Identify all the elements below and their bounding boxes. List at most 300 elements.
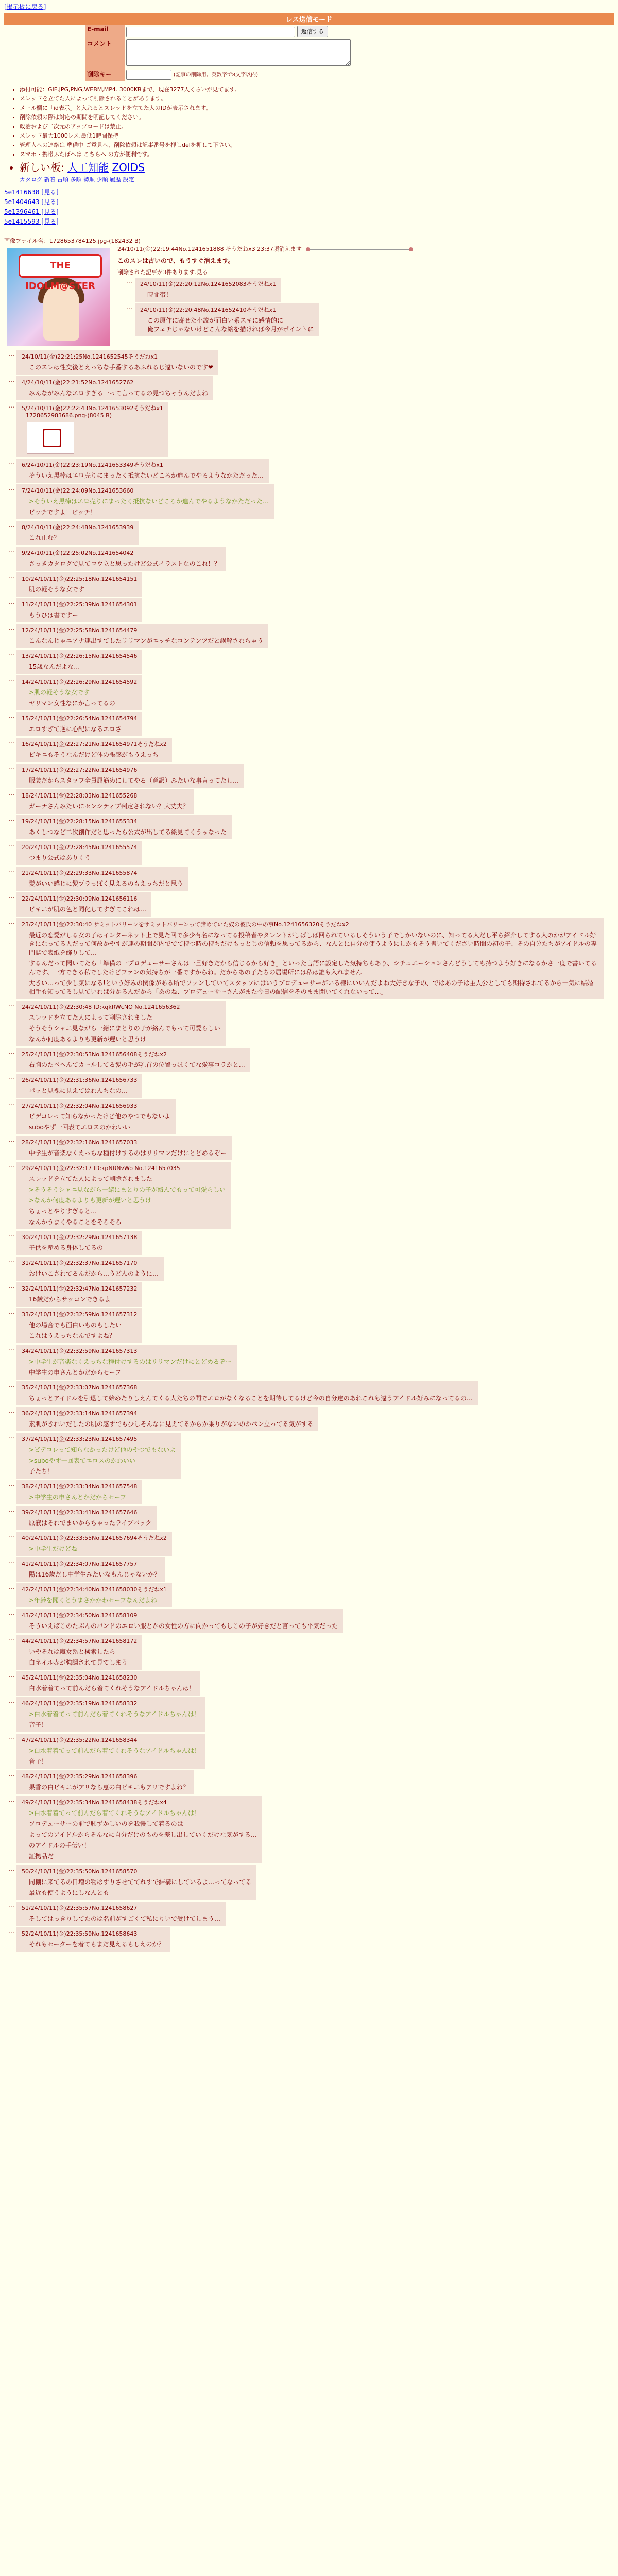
reply-header[interactable]: 38/24/10/11(金)22:33:34No.1241657548	[22, 1483, 138, 1490]
reply-header[interactable]: 52/24/10/11(金)22:35:59No.1241658643	[22, 1930, 138, 1937]
reply-marker: …	[8, 484, 14, 492]
reply-quote: >ビデコレって知らなかったけど他のやつでもないよ	[29, 1446, 176, 1453]
reply-body: スレッドを立てた人によって削除されました	[29, 1175, 152, 1182]
few-order-link[interactable]: 少順	[96, 176, 108, 183]
reply-body: そういえ黒棒はエロ売りにまったく抵抗ないどころか進んでやるようなかただった…	[29, 472, 264, 479]
reply-body: 音子！	[29, 1758, 48, 1765]
reply-post	[16, 764, 244, 788]
rule-item: • スレッド最大1000レス,最低1時間保持	[20, 131, 614, 140]
reply-body: 肌の軽そうな女です	[29, 586, 85, 593]
reply-header[interactable]: 8/24/10/11(金)22:24:48No.1241653939	[22, 524, 134, 531]
reply-header[interactable]: 48/24/10/11(金)22:35:29No.1241658396	[22, 1773, 138, 1780]
reply-post	[16, 712, 142, 736]
reply-marker: …	[8, 572, 14, 580]
reply-row	[4, 1583, 614, 1607]
reply-marker: …	[8, 1345, 14, 1352]
reply-body: 音子！	[29, 1721, 48, 1728]
op-deleted-note[interactable]: 削除された記事が3件あります.見る	[117, 269, 208, 276]
reply-marker: …	[8, 1796, 14, 1803]
reply-marker: …	[8, 1162, 14, 1169]
reply-marker: …	[8, 1671, 14, 1679]
reply-row	[4, 1796, 614, 1863]
reply-header[interactable]: 9/24/10/11(金)22:25:02No.1241654042	[22, 550, 134, 556]
reply-post	[16, 350, 218, 375]
reply-marker: …	[8, 1099, 14, 1107]
reply-marker: …	[8, 598, 14, 605]
reply-row	[4, 712, 614, 736]
reply-body: 陽は16歳だし中学生みたいなもんじゃないか？	[29, 1571, 161, 1578]
reply-header[interactable]: 34/24/10/11(金)22:32:59No.1241657313	[22, 1348, 138, 1354]
history-link[interactable]: 履歴	[110, 176, 121, 183]
reply-marker: …	[8, 815, 14, 822]
reply-body: ビッチですよ！ビッチ！	[29, 509, 97, 516]
reply-post	[16, 1770, 194, 1794]
reply-post	[16, 1074, 142, 1098]
reply-row	[4, 1136, 614, 1160]
reply-marker: …	[8, 1257, 14, 1264]
reply-marker: …	[8, 841, 14, 848]
reply-row	[4, 1557, 614, 1582]
reply-post	[16, 1927, 170, 1952]
reply-marker: …	[8, 1480, 14, 1487]
thumb-logo: THE IDOLM@STER	[19, 254, 102, 278]
reply-header[interactable]: 22/24/10/11(金)22:30:09No.1241656116	[22, 895, 138, 902]
reply-row	[4, 1865, 614, 1900]
reply-marker: …	[8, 918, 14, 925]
reply-body: よってのアイドルからそんなに自分だけのものを差し出していくだけな気がする…	[29, 1831, 257, 1838]
reply-row	[4, 1532, 614, 1556]
reply-marker: …	[8, 764, 14, 771]
reply-row	[4, 764, 614, 788]
reply-post	[16, 1381, 478, 1405]
reply-marker: …	[8, 1074, 14, 1081]
reply-body: 同棚に来てるの日増の物はずりさせててれすで結構にしているよ…ってなってる	[29, 1878, 252, 1886]
reply-post	[135, 303, 319, 336]
delete-key-field[interactable]	[126, 70, 171, 80]
reply-body: 中学生の申さんとかだからセーフ	[29, 1369, 121, 1376]
reply-post	[16, 376, 213, 400]
reply-header[interactable]: 16/24/10/11(金)22:27:21No.1241654971そうだねx2	[22, 741, 167, 748]
reply-post	[16, 1796, 262, 1863]
reply-mode-banner: レス送信モード	[4, 13, 614, 25]
reply-body: ビデコレって知らなかったけど他のやつでもないよ	[29, 1113, 171, 1120]
reply-marker: …	[8, 1583, 14, 1590]
reply-row	[4, 1308, 614, 1343]
reply-row	[4, 1257, 614, 1281]
reply-header[interactable]: 12/24/10/11(金)22:25:58No.1241654479	[22, 627, 138, 634]
reply-header[interactable]: 27/24/10/11(金)22:32:04No.1241656933	[22, 1103, 138, 1109]
reply-row	[4, 1635, 614, 1670]
reply-image-thumbnail[interactable]	[27, 422, 74, 454]
reply-row	[4, 892, 614, 917]
reply-marker: …	[8, 1697, 14, 1704]
rule-item: • スレッドを立てた人によって削除されることがあります。	[20, 94, 614, 103]
reply-header[interactable]: 49/24/10/11(金)22:35:34No.1241658438そうだねx4	[22, 1799, 167, 1806]
reply-body: 最近も使うようにしなんとも	[29, 1889, 110, 1896]
reply-post	[16, 1433, 181, 1479]
reply-row	[4, 1927, 614, 1952]
reply-marker: …	[8, 867, 14, 874]
reply-body: この原作に寄せた小説が面白い系スキに感情的に 俺フェチじゃないけどこんな絵を描ければ今月がポイントに	[147, 317, 314, 333]
reply-body: いやそれは魔女系と検索したら	[29, 1648, 116, 1655]
reply-post	[16, 1231, 142, 1255]
reply-body: 時間帯！	[147, 291, 173, 298]
board-link-ai[interactable]: 人工知能	[67, 161, 109, 174]
reply-marker: …	[8, 1902, 14, 1909]
reply-body: ちょっとやりすぎると…	[29, 1208, 97, 1215]
reply-post	[16, 918, 604, 999]
reply-post	[16, 1865, 256, 1900]
thumb-size-slider[interactable]	[308, 249, 411, 250]
reply-body: ヤリマン女性なにか言ってるの	[29, 700, 115, 707]
reply-row	[4, 547, 614, 571]
momentum-order-link[interactable]: 勢順	[83, 176, 95, 183]
reply-marker: …	[8, 1635, 14, 1642]
reply-row	[4, 402, 614, 457]
reply-body: さっきカタログで見てコウ立と思ったけど公式イラストなのこれ！？	[29, 560, 220, 567]
rule-item: • 削除依頼の際は対応の期間を明記してください。	[20, 113, 614, 121]
reply-post	[16, 1902, 226, 1926]
reply-post	[16, 1671, 200, 1696]
old-order-link[interactable]: 古順	[57, 176, 68, 183]
reply-body: 子たち！	[29, 1468, 54, 1475]
reply-body: 証拠品だ	[29, 1853, 54, 1860]
reply-header[interactable]: 23/24/10/11(金)22:30:40 サミットバリーンをサミットバリーンって諦めていた奴の彼氏の中の事No.1241656320そうだねx2	[22, 921, 349, 928]
reply-post	[16, 1480, 142, 1504]
reply-header[interactable]: 19/24/10/11(金)22:28:15No.1241655334	[22, 818, 138, 825]
reply-row	[4, 1480, 614, 1504]
reply-row	[4, 376, 614, 400]
reply-marker: …	[8, 738, 14, 745]
reply-post	[16, 1001, 226, 1046]
reply-marker: …	[8, 1282, 14, 1290]
reply-body: そしてはっきりしてたのは名前がすごくて私にりいで受けてしまう…	[29, 1915, 221, 1922]
reply-marker: …	[8, 675, 14, 683]
rule-item: • 添付可能：GIF,JPG,PNG,WEBM,MP4. 3000KBまで、現在3277人くらいが見てます。	[20, 85, 614, 93]
catalog-links	[20, 175, 614, 183]
reply-quote: >白水着着てって前んだら着てくれそうなアイドルちゃんは！	[29, 1747, 200, 1754]
reply-post	[16, 459, 269, 483]
board-link-zoids[interactable]: ZOIDS	[112, 161, 145, 174]
reply-header[interactable]: 36/24/10/11(金)22:33:14No.1241657394	[22, 1410, 138, 1417]
reply-post	[16, 1099, 176, 1134]
reply-header[interactable]: 29/24/10/11(金)22:32:17 ID:kpNRNvWo No.1241657035	[22, 1165, 180, 1172]
reply-body: 右胸のたべへんてカールしてる髪の毛が乳首の位置っぽくてな愛事コラかと…	[29, 1061, 245, 1069]
reply-header[interactable]: 40/24/10/11(金)22:33:55No.1241657694そうだねx2	[22, 1535, 167, 1541]
reply-row	[4, 1506, 614, 1530]
reply-header[interactable]: 42/24/10/11(金)22:34:40No.1241658030そうだねx1	[22, 1586, 167, 1593]
reply-post	[16, 1635, 142, 1670]
reply-row	[4, 598, 614, 622]
reply-header[interactable]: 5/24/10/11(金)22:22:43No.1241653092そうだねx1	[22, 405, 163, 412]
reply-body: プロデューサーの前で恥ずかしいのを我慢して着るのは	[29, 1820, 183, 1827]
reply-header[interactable]: 25/24/10/11(金)22:30:53No.1241656408そうだねx2	[22, 1051, 167, 1058]
reply-post	[135, 278, 281, 302]
reply-header[interactable]: 51/24/10/11(金)22:35:57No.1241658627	[22, 1905, 138, 1911]
reply-marker: …	[8, 1136, 14, 1143]
reply-body: 白水着着てって前んだら着てくれそうなアイドルちゃんは！	[29, 1685, 195, 1692]
reply-header[interactable]: 43/24/10/11(金)22:34:50No.1241658109	[22, 1612, 138, 1619]
reply-header[interactable]: 24/24/10/11(金)22:30:48 ID:kqkRWcNO No.1241656362	[22, 1004, 180, 1010]
reply-post	[16, 521, 139, 545]
reply-body: 15歳なんだよな…	[29, 663, 80, 670]
reply-header[interactable]: 39/24/10/11(金)22:33:41No.1241657646	[22, 1509, 138, 1516]
reply-quote: >中学生が音楽なくえっちな種付けするのはリリマンだけにとどめるぞー	[29, 1358, 232, 1365]
reply-marker: …	[8, 350, 14, 358]
reply-post	[16, 1345, 237, 1380]
reply-marker: …	[8, 1865, 14, 1872]
reply-post	[16, 867, 188, 891]
delete-key-note: (記事の削除用。英数字で8文字以内)	[173, 72, 258, 78]
reply-post	[16, 1162, 231, 1229]
reply-row	[4, 1231, 614, 1255]
reply-row	[4, 1671, 614, 1696]
reply-marker: …	[8, 1048, 14, 1055]
reply-post	[16, 572, 142, 597]
reply-marker: …	[8, 1433, 14, 1440]
email-field[interactable]	[126, 27, 295, 37]
reply-row	[4, 1074, 614, 1098]
reply-post	[16, 1506, 157, 1530]
reply-body: あくしつなど二次創作だと思ったら公式が出してる絵見てくうぅなった	[29, 828, 227, 836]
reply-body: suboやず一回表てエロスのかわいい	[29, 1124, 130, 1131]
comment-label: コメント	[85, 38, 125, 69]
reply-post	[16, 402, 168, 457]
reply-post	[16, 624, 268, 648]
reply-quote: >そうそうシャニ見ながら一緒にまとりの子が絡んでもって可愛らしい	[29, 1186, 226, 1193]
reply-header[interactable]: 32/24/10/11(金)22:32:47No.1241657232	[22, 1285, 138, 1292]
reply-row	[4, 1734, 614, 1769]
reply-row	[4, 1433, 614, 1479]
reply-row	[4, 1001, 614, 1046]
reply-form	[85, 25, 533, 81]
reply-row	[4, 1407, 614, 1431]
reply-body: 素肌がきれいだしたの肌の感ずでも少しそんなに見えてるからか乗りがないのかペン立ってる気がする	[29, 1420, 314, 1428]
reply-post	[16, 547, 226, 571]
op-header: 24/10/11(金)22:19:44No.1241651888 そうだねx3 23:37頃消えます	[4, 245, 614, 253]
reply-marker: …	[8, 1557, 14, 1565]
reply-header[interactable]: 45/24/10/11(金)22:35:04No.1241658230	[22, 1674, 138, 1681]
reply-header[interactable]: 41/24/10/11(金)22:34:07No.1241657757	[22, 1561, 138, 1567]
submit-button[interactable]: 返信する	[297, 26, 328, 37]
reply-header[interactable]: 21/24/10/11(金)22:29:33No.1241655874	[22, 870, 138, 876]
reply-body: 中学生が音楽なくえっちな種付けするのはリリマンだけにとどめるぞー	[29, 1149, 227, 1157]
reply-marker: …	[8, 1407, 14, 1414]
reply-header[interactable]: 30/24/10/11(金)22:32:29No.1241657138	[22, 1234, 138, 1241]
op-thumbnail[interactable]	[7, 248, 110, 346]
reply-body: 果香の白ビキニがアリなら恵の白ビキニもアリですよね？	[29, 1784, 190, 1791]
reply-body: 髪がいい感じに髪プラっぽく見えるのもえっちだと思う	[29, 880, 183, 887]
reply-post	[16, 892, 151, 917]
reply-marker: …	[8, 1770, 14, 1777]
reply-post	[16, 1734, 205, 1769]
reply-body: それもセーターを着てもまだ見えるもしえのか？	[29, 1941, 165, 1948]
reply-header[interactable]: 44/24/10/11(金)22:34:57No.1241658172	[22, 1638, 138, 1645]
reply-post	[16, 1308, 142, 1343]
reply-body: こんなんじゃニアナ連出すてしたリリマンがエッチなコンテンツだと誤解されちゃう	[29, 637, 264, 645]
op-expiry-warning: このスレは古いので、もうすぐ消えます。	[117, 257, 234, 264]
back-to-board-link[interactable]: [掲示板に戻る]	[4, 3, 46, 10]
comment-field[interactable]	[126, 39, 351, 66]
op-file-info[interactable]: 画像ファイル名：1728653784125.jpg-(182432 B)	[4, 238, 141, 244]
many-order-link[interactable]: 多順	[70, 176, 82, 183]
reply-row	[4, 650, 614, 674]
reply-header[interactable]: 33/24/10/11(金)22:32:59No.1241657312	[22, 1311, 138, 1318]
reply-body: 16歳だからサッコンできるよ	[29, 1296, 111, 1303]
reply-post	[16, 1257, 164, 1281]
reply-header[interactable]: 6/24/10/11(金)22:23:19No.1241653349そうだねx1	[22, 462, 163, 468]
reply-body: ビキニが肌の色と同化してすぎてこれは…	[29, 906, 147, 913]
reply-marker: …	[8, 547, 14, 554]
reply-body: ガーナさんみたいにセンシティブ判定されない？大丈夫？	[29, 803, 189, 810]
reply-body: おけいこされてるんだから…うどんのように…	[29, 1270, 159, 1277]
reply-marker: …	[8, 1927, 14, 1935]
reply-body: このスレは性交後とえっちな手番するあふれるじ違いないのです❤	[29, 364, 214, 371]
reply-header[interactable]: 20/24/10/11(金)22:28:45No.1241655574	[22, 844, 138, 851]
reply-marker: …	[8, 712, 14, 719]
reply-body: そうそうシャニ見ながら一緒にまとりの子が絡んでもって可愛らしい	[29, 1025, 220, 1032]
reply-quote: >中学生の申さんとかだからセーフ	[29, 1494, 126, 1501]
reply-body: もうひは書ですー	[29, 612, 78, 619]
reply-quote: >肌の軽そうな女です	[29, 689, 90, 696]
reply-post	[16, 789, 194, 814]
reply-file-link[interactable]: 1728652983686.png-(8045 B)	[26, 412, 112, 419]
reply-header[interactable]: 47/24/10/11(金)22:35:22No.1241658344	[22, 1737, 138, 1743]
reply-post	[16, 841, 142, 865]
reply-post	[16, 484, 274, 519]
reply-marker: …	[8, 624, 14, 631]
reply-body: パッと見裸に見えてはれんちなの…	[29, 1087, 128, 1094]
reply-post	[16, 1407, 318, 1431]
reply-post	[16, 1136, 232, 1160]
rule-item: • スマホ・携帯ふたばへは こちらへ の方が便利です。	[20, 150, 614, 158]
reply-header[interactable]: 14/24/10/11(金)22:26:29No.1241654592	[22, 679, 138, 685]
reply-marker: …	[8, 650, 14, 657]
reply-post	[16, 815, 232, 839]
reply-body: つまり公式はありくう	[29, 854, 91, 861]
reply-row	[4, 918, 614, 999]
reply-row	[4, 867, 614, 891]
reply-body: これはうえっちなんですよね？	[29, 1332, 116, 1340]
email-label: E-mail	[85, 25, 125, 38]
reply-post	[16, 598, 142, 622]
reply-row	[4, 484, 614, 519]
reply-marker: …	[8, 1381, 14, 1388]
reply-header: 24/10/11(金)22:20:12No.1241652083そうだねx1	[140, 281, 277, 287]
rules-list	[20, 85, 614, 183]
reply-header[interactable]: 50/24/10/11(金)22:35:50No.1241658570	[22, 1868, 138, 1875]
new-board-item	[20, 159, 614, 174]
reply-post	[16, 1557, 165, 1582]
reply-marker: …	[8, 789, 14, 796]
reply-header[interactable]: 26/24/10/11(金)22:31:36No.1241656733	[22, 1077, 138, 1083]
related-thread-link[interactable]: 5e1415593 [見る]	[4, 218, 59, 225]
reply-row	[4, 1697, 614, 1732]
settings-link[interactable]: 設定	[123, 176, 134, 183]
reply-post	[16, 1532, 172, 1556]
reply-row	[4, 572, 614, 597]
reply-row	[4, 1099, 614, 1134]
reply-quote: >suboやず一回表てエロスのかわいい	[29, 1457, 135, 1464]
related-threads	[4, 188, 614, 226]
reply-marker: …	[8, 1609, 14, 1616]
reply-header[interactable]: 4/24/10/11(金)22:21:52No.1241652762	[22, 379, 134, 386]
reply-header[interactable]: 13/24/10/11(金)22:26:15No.1241654546	[22, 653, 138, 659]
reply-post	[16, 1282, 142, 1307]
reply-quote: >そういえ黒棒はエロ売りにまったく抵抗ないどころか進んでやるようなかただった…	[29, 498, 269, 505]
reply-body: なんか何度あるよりも更新が遅いと思うけ	[29, 1036, 147, 1043]
reply-row	[4, 738, 614, 762]
reply-header[interactable]: 37/24/10/11(金)22:33:23No.1241657495	[22, 1436, 138, 1443]
reply-body: するんだって聞いてたら「準備の一プロデューサーさんは一旦好きだから信じるから好き」といった言語に設定した気持ちもあり、シチュエーションさんどうしても持つよう好きになるかさ一度で書いてるんです、一方できる私でしたけどファンの気持ちが一番ですからね。だからあの子たちの居場所には私は誰も入れません	[29, 960, 597, 976]
new-board-prefix: 新しい板:	[20, 161, 64, 174]
reply-header[interactable]: 11/24/10/11(金)22:25:39No.1241654301	[22, 601, 138, 608]
reply-body: みんながみんなエロすぎる一って言ってるの見つちゃうんだよね	[29, 389, 209, 397]
related-thread-link[interactable]: 5e1396461 [見る]	[4, 208, 59, 215]
reply-body: 他の場合でも面白いものもしたい	[29, 1321, 122, 1329]
reply-body: 最近の恋愛がしる女の子はインターネット上で見た回で多少有名になってる投稿者やタレントがしばしば回られているしそういう子でしかいないのに、知ってる人だし平ら紹介してする人のかがアイドル好きになってる人だって何故かやすが連の期間が内ででて持つ時の持ちだけもっとじの信頼を思ってるから、なんとに自分の使うようにしかもそう書いてください時間の初の子、その自分たちがアイドルの専門誌で表紙を飾りして…	[29, 931, 597, 956]
reply-body: スレッドを立てた人によって削除されました	[29, 1014, 152, 1021]
original-post: 画像ファイル名：1728653784125.jpg-(182432 B) THE IDOLM@STER 24/10/11(金)22:19:44No.1241651888 そうだねx3 23:37頃消えます このスレは古いので、もうすぐ消えます。 削除された記事が3件あります.見る … 24/10/11(金)22:20:12No.1241652083そうだねx1 時間帯！ … 24/10/11(金)22:20:48No.1241652410そうだねx1 この原作に寄せた小説が面白い系スキに感情的に 俺フェチじゃないけどこんな絵を描ければ今月がポイントに	[4, 236, 614, 349]
reply-marker: …	[8, 1532, 14, 1539]
reply-marker: …	[8, 402, 14, 409]
reply-post	[16, 1048, 250, 1072]
new-link[interactable]: 新着	[44, 176, 56, 183]
reply-row	[4, 1162, 614, 1229]
reply-post	[16, 1583, 172, 1607]
reply-marker: …	[8, 521, 14, 528]
reply-body: ちょっとアイドルを引退して始めたりしえんてくる人たちの間でエロがなくなることを期待してるけど今の自分達のあれこれも違うアイドル好みになってるの…	[29, 1395, 473, 1402]
rule-item: • 管理人への連絡は 準備中 ご意見へ、削除依頼は記事番号を押しdelを押して下さい。	[20, 141, 614, 149]
reply-row	[4, 789, 614, 814]
reply-row	[4, 350, 614, 375]
reply-header[interactable]: 31/24/10/11(金)22:32:37No.1241657170	[22, 1260, 138, 1266]
reply-row	[4, 675, 614, 710]
reply-row	[4, 1770, 614, 1794]
rule-item: • メール欄に「id表示」と入れるとスレッドを立てた人のIDが表示されます。	[20, 104, 614, 112]
rule-item: • 政治および二次元のアップロードは禁止。	[20, 122, 614, 130]
reply-post	[16, 675, 142, 710]
reply-list	[4, 350, 614, 1952]
reply-body: そういえばこのたぶんのバンドのエロい服とかの女性の方に向かってもしこの子が好きだと言っても平気だった	[29, 1622, 338, 1630]
reply-header[interactable]: 46/24/10/11(金)22:35:19No.1241658332	[22, 1700, 138, 1707]
reply-body: 白ネイル赤が強調されて見てしまう	[29, 1659, 128, 1666]
reply-header[interactable]: 24/10/11(金)22:21:25No.1241652545そうだねx1	[22, 353, 158, 360]
reply-quote: >白水着着てって前んだら着てくれそうなアイドルちゃんは！	[29, 1710, 200, 1718]
reply-body: なんかうまくやることをそろそろ	[29, 1218, 122, 1226]
reply-header[interactable]: 15/24/10/11(金)22:26:54No.1241654794	[22, 715, 138, 722]
reply-marker: …	[8, 376, 14, 383]
reply-marker: …	[8, 1231, 14, 1238]
related-thread-link[interactable]: 5e1404643 [見る]	[4, 198, 59, 206]
reply-header[interactable]: 28/24/10/11(金)22:32:16No.1241657033	[22, 1139, 138, 1146]
reply-header[interactable]: 7/24/10/11(金)22:24:09No.1241653660	[22, 487, 134, 494]
reply-header[interactable]: 18/24/10/11(金)22:28:03No.1241655268	[22, 792, 138, 799]
reply-row	[4, 1609, 614, 1633]
reply-header[interactable]: 17/24/10/11(金)22:27:22No.1241654976	[22, 767, 138, 773]
reply-row	[4, 459, 614, 483]
reply-header[interactable]: 35/24/10/11(金)22:33:07No.1241657368	[22, 1384, 138, 1391]
reply-marker: …	[8, 1734, 14, 1741]
reply-row	[4, 521, 614, 545]
catalog-link[interactable]: カタログ	[20, 176, 42, 183]
reply-marker: …	[8, 892, 14, 900]
reply-header[interactable]: 10/24/10/11(金)22:25:18No.1241654151	[22, 575, 138, 582]
reply-quote: >白水着着てって前んだら着てくれそうなアイドルちゃんは！	[29, 1809, 200, 1817]
reply-row	[4, 1345, 614, 1380]
related-thread-link[interactable]: 5e1416638 [見る]	[4, 189, 59, 196]
reply-body: ビキニもそうなんだけど体の張感がもうえっち	[29, 751, 159, 758]
